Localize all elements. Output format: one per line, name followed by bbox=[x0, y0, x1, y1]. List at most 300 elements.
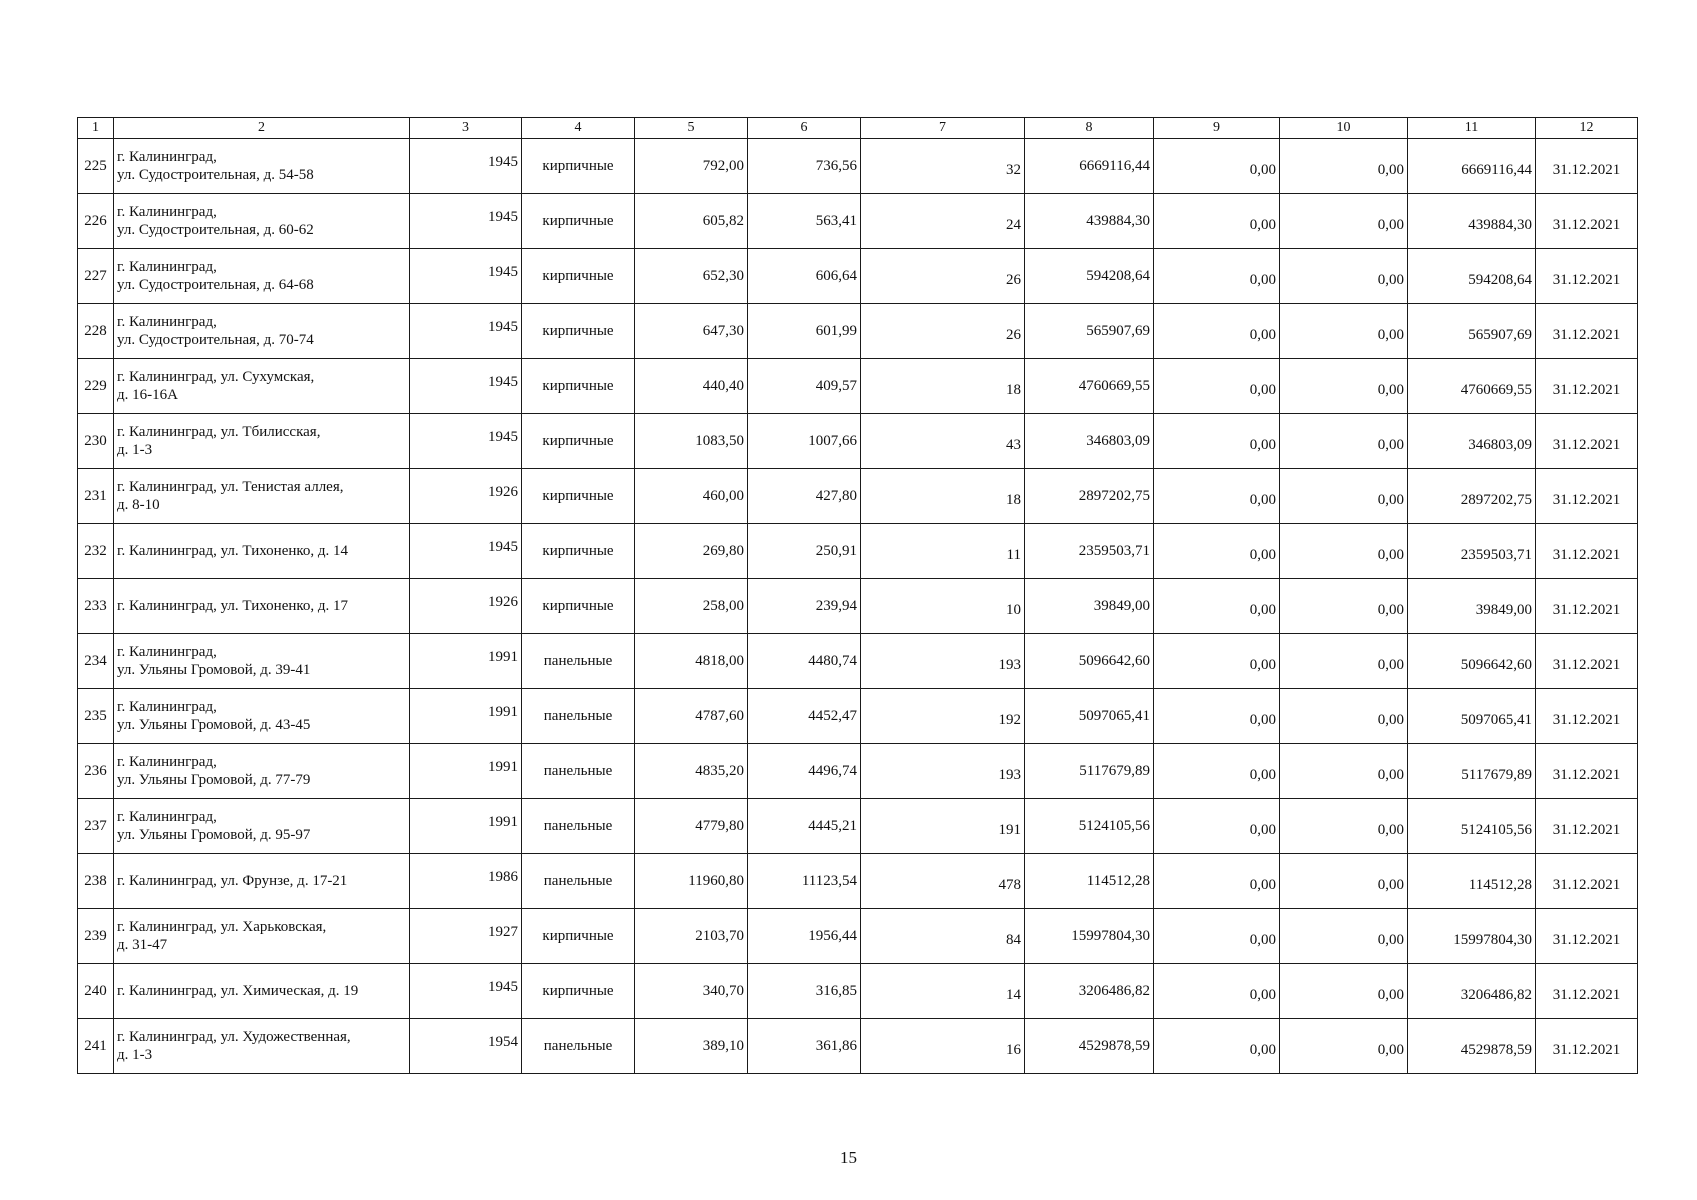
cost-source-c-cell bbox=[1408, 414, 1536, 469]
address-line: ул. Судостроительная, д. 60-62 bbox=[117, 222, 314, 238]
row-number-value: 232 bbox=[84, 543, 107, 559]
total-area-cell bbox=[635, 469, 748, 524]
address-line: ул. Ульяны Громовой, д. 77-79 bbox=[117, 772, 311, 788]
year-built-value: 1945 bbox=[488, 429, 518, 445]
year-built-value: 1926 bbox=[488, 484, 518, 500]
residents-count-cell bbox=[861, 854, 1025, 909]
residents-count-value: 84 bbox=[1006, 932, 1021, 948]
address-cell bbox=[114, 194, 410, 249]
year-built-cell bbox=[410, 524, 522, 579]
cost-source-a-value: 0,00 bbox=[1249, 382, 1276, 398]
completion-date-value: 31.12.2021 bbox=[1552, 932, 1621, 948]
wall-material-cell bbox=[522, 469, 635, 524]
living-area-cell bbox=[748, 304, 861, 359]
completion-date-cell bbox=[1536, 414, 1638, 469]
column-header: 1 bbox=[78, 118, 114, 139]
row-number-value: 229 bbox=[84, 378, 107, 394]
residents-count-cell bbox=[861, 579, 1025, 634]
cost-total-value: 594208,64 bbox=[1086, 268, 1150, 284]
cost-total-cell bbox=[1025, 139, 1154, 194]
living-area-value: 563,41 bbox=[815, 213, 857, 229]
cost-source-b-cell bbox=[1280, 1019, 1408, 1074]
cost-total-value: 5124105,56 bbox=[1078, 818, 1150, 834]
cost-source-b-cell bbox=[1280, 469, 1408, 524]
cost-source-a-cell bbox=[1154, 249, 1280, 304]
living-area-cell bbox=[748, 689, 861, 744]
cost-source-c-cell bbox=[1408, 579, 1536, 634]
wall-material-cell bbox=[522, 634, 635, 689]
row-number-cell bbox=[78, 194, 114, 249]
total-area-value: 4787,60 bbox=[695, 708, 744, 724]
cost-total-value: 5096642,60 bbox=[1078, 653, 1150, 669]
row-number-cell bbox=[78, 744, 114, 799]
cost-source-c-cell bbox=[1408, 854, 1536, 909]
year-built-cell bbox=[410, 139, 522, 194]
wall-material-cell bbox=[522, 249, 635, 304]
cost-source-c-value: 3206486,82 bbox=[1460, 987, 1532, 1003]
address-line: д. 1-3 bbox=[117, 1047, 153, 1063]
address-line: г. Калининград, ул. Тихоненко, д. 14 bbox=[117, 543, 349, 559]
residents-count-value: 18 bbox=[1006, 382, 1021, 398]
row-number-value: 227 bbox=[84, 268, 107, 284]
column-header: 8 bbox=[1025, 118, 1154, 139]
table-row bbox=[78, 799, 1638, 854]
living-area-value: 361,86 bbox=[815, 1038, 857, 1054]
year-built-cell bbox=[410, 909, 522, 964]
cost-source-b-cell bbox=[1280, 359, 1408, 414]
wall-material-value: панельные bbox=[543, 653, 613, 669]
row-number-cell bbox=[78, 139, 114, 194]
completion-date-cell bbox=[1536, 249, 1638, 304]
wall-material-cell bbox=[522, 414, 635, 469]
cost-total-cell bbox=[1025, 689, 1154, 744]
cost-source-a-value: 0,00 bbox=[1249, 217, 1276, 233]
wall-material-cell bbox=[522, 139, 635, 194]
table-row bbox=[78, 1019, 1638, 1074]
row-number-cell bbox=[78, 359, 114, 414]
living-area-cell bbox=[748, 249, 861, 304]
living-area-value: 4496,74 bbox=[808, 763, 857, 779]
wall-material-cell bbox=[522, 194, 635, 249]
cost-source-c-cell bbox=[1408, 909, 1536, 964]
address-cell bbox=[114, 414, 410, 469]
cost-source-a-value: 0,00 bbox=[1249, 657, 1276, 673]
address-cell bbox=[114, 579, 410, 634]
completion-date-value: 31.12.2021 bbox=[1552, 437, 1621, 453]
completion-date-cell bbox=[1536, 744, 1638, 799]
wall-material-value: кирпичные bbox=[542, 598, 614, 614]
cost-source-c-value: 5124105,56 bbox=[1460, 822, 1532, 838]
wall-material-value: панельные bbox=[543, 818, 613, 834]
cost-source-b-cell bbox=[1280, 304, 1408, 359]
completion-date-cell bbox=[1536, 139, 1638, 194]
address-line: ул. Ульяны Громовой, д. 43-45 bbox=[117, 717, 311, 733]
living-area-cell bbox=[748, 744, 861, 799]
wall-material-cell bbox=[522, 1019, 635, 1074]
total-area-value: 605,82 bbox=[702, 213, 744, 229]
total-area-value: 269,80 bbox=[702, 543, 744, 559]
address-cell bbox=[114, 1019, 410, 1074]
cost-source-a-value: 0,00 bbox=[1249, 987, 1276, 1003]
table-row bbox=[78, 524, 1638, 579]
row-number-cell bbox=[78, 799, 114, 854]
table-row bbox=[78, 139, 1638, 194]
cost-source-a-cell bbox=[1154, 524, 1280, 579]
total-area-cell bbox=[635, 194, 748, 249]
row-number-cell bbox=[78, 579, 114, 634]
living-area-value: 4452,47 bbox=[808, 708, 857, 724]
cost-source-a-cell bbox=[1154, 304, 1280, 359]
year-built-value: 1945 bbox=[488, 264, 518, 280]
year-built-cell bbox=[410, 249, 522, 304]
column-header: 5 bbox=[635, 118, 748, 139]
living-area-cell bbox=[748, 414, 861, 469]
wall-material-cell bbox=[522, 854, 635, 909]
table-row bbox=[78, 249, 1638, 304]
year-built-value: 1991 bbox=[488, 759, 518, 775]
year-built-cell bbox=[410, 359, 522, 414]
cost-source-c-value: 114512,28 bbox=[1468, 877, 1532, 893]
cost-source-b-value: 0,00 bbox=[1377, 492, 1404, 508]
cost-source-a-value: 0,00 bbox=[1249, 932, 1276, 948]
cost-total-cell bbox=[1025, 964, 1154, 1019]
year-built-value: 1945 bbox=[488, 209, 518, 225]
cost-total-value: 5117679,89 bbox=[1079, 763, 1150, 779]
year-built-cell bbox=[410, 579, 522, 634]
total-area-value: 4779,80 bbox=[695, 818, 744, 834]
living-area-cell bbox=[748, 579, 861, 634]
completion-date-value: 31.12.2021 bbox=[1552, 602, 1621, 618]
wall-material-cell bbox=[522, 524, 635, 579]
living-area-cell bbox=[748, 799, 861, 854]
cost-source-b-cell bbox=[1280, 579, 1408, 634]
total-area-cell bbox=[635, 909, 748, 964]
row-number-value: 237 bbox=[84, 818, 107, 834]
cost-source-c-value: 2359503,71 bbox=[1460, 547, 1532, 563]
address-cell bbox=[114, 524, 410, 579]
total-area-cell bbox=[635, 634, 748, 689]
cost-source-a-value: 0,00 bbox=[1249, 1042, 1276, 1058]
cost-total-cell bbox=[1025, 744, 1154, 799]
total-area-value: 460,00 bbox=[702, 488, 744, 504]
address-line: г. Калининград, ул. Харьковская, bbox=[117, 919, 327, 935]
cost-source-c-cell bbox=[1408, 634, 1536, 689]
row-number-value: 235 bbox=[84, 708, 107, 724]
living-area-value: 1956,44 bbox=[808, 928, 857, 944]
living-area-cell bbox=[748, 634, 861, 689]
cost-source-a-cell bbox=[1154, 689, 1280, 744]
completion-date-cell bbox=[1536, 359, 1638, 414]
total-area-value: 1083,50 bbox=[695, 433, 744, 449]
address-cell bbox=[114, 469, 410, 524]
wall-material-cell bbox=[522, 579, 635, 634]
completion-date-value: 31.12.2021 bbox=[1552, 987, 1621, 1003]
wall-material-value: кирпичные bbox=[542, 983, 614, 999]
cost-total-cell bbox=[1025, 1019, 1154, 1074]
column-header: 4 bbox=[522, 118, 635, 139]
address-cell bbox=[114, 634, 410, 689]
residents-count-value: 192 bbox=[998, 712, 1021, 728]
completion-date-value: 31.12.2021 bbox=[1552, 162, 1621, 178]
residents-count-value: 43 bbox=[1006, 437, 1021, 453]
total-area-value: 258,00 bbox=[702, 598, 744, 614]
total-area-value: 389,10 bbox=[702, 1038, 744, 1054]
residents-count-value: 26 bbox=[1006, 272, 1021, 288]
cost-total-value: 3206486,82 bbox=[1078, 983, 1150, 999]
year-built-cell bbox=[410, 854, 522, 909]
completion-date-cell bbox=[1536, 909, 1638, 964]
cost-source-c-cell bbox=[1408, 744, 1536, 799]
cost-total-cell bbox=[1025, 469, 1154, 524]
cost-source-a-value: 0,00 bbox=[1249, 602, 1276, 618]
completion-date-cell bbox=[1536, 854, 1638, 909]
total-area-cell bbox=[635, 579, 748, 634]
year-built-value: 1991 bbox=[488, 649, 518, 665]
row-number-value: 230 bbox=[84, 433, 107, 449]
total-area-cell bbox=[635, 689, 748, 744]
completion-date-value: 31.12.2021 bbox=[1552, 1042, 1621, 1058]
year-built-cell bbox=[410, 634, 522, 689]
column-header: 9 bbox=[1154, 118, 1280, 139]
cost-source-b-cell bbox=[1280, 139, 1408, 194]
cost-total-value: 39849,00 bbox=[1093, 598, 1150, 614]
year-built-cell bbox=[410, 744, 522, 799]
wall-material-value: кирпичные bbox=[542, 433, 614, 449]
cost-total-value: 565907,69 bbox=[1086, 323, 1150, 339]
row-number-value: 226 bbox=[84, 213, 107, 229]
address-cell bbox=[114, 689, 410, 744]
address-line: г. Калининград, bbox=[117, 699, 217, 715]
address-cell bbox=[114, 854, 410, 909]
total-area-value: 2103,70 bbox=[695, 928, 744, 944]
address-line: г. Калининград, ул. Тихоненко, д. 17 bbox=[117, 598, 349, 614]
row-number-value: 239 bbox=[84, 928, 107, 944]
residents-count-value: 10 bbox=[1006, 602, 1021, 618]
address-line: г. Калининград, bbox=[117, 754, 217, 770]
address-cell bbox=[114, 744, 410, 799]
address-line: ул. Судостроительная, д. 54-58 bbox=[117, 167, 314, 183]
wall-material-value: кирпичные bbox=[542, 378, 614, 394]
year-built-value: 1986 bbox=[488, 869, 518, 885]
residents-count-value: 11 bbox=[1006, 547, 1021, 563]
column-header: 3 bbox=[410, 118, 522, 139]
page-number: 15 bbox=[840, 1148, 857, 1167]
cost-source-b-cell bbox=[1280, 799, 1408, 854]
cost-source-b-cell bbox=[1280, 634, 1408, 689]
cost-source-b-value: 0,00 bbox=[1377, 712, 1404, 728]
year-built-value: 1954 bbox=[488, 1034, 518, 1050]
address-cell bbox=[114, 964, 410, 1019]
residents-count-cell bbox=[861, 304, 1025, 359]
cost-total-cell bbox=[1025, 854, 1154, 909]
residents-count-value: 16 bbox=[1006, 1042, 1021, 1058]
address-line: г. Калининград, bbox=[117, 149, 217, 165]
completion-date-cell bbox=[1536, 194, 1638, 249]
address-line: г. Калининград, bbox=[117, 259, 217, 275]
living-area-cell bbox=[748, 469, 861, 524]
row-number-cell bbox=[78, 634, 114, 689]
living-area-cell bbox=[748, 854, 861, 909]
total-area-cell bbox=[635, 304, 748, 359]
address-line: г. Калининград, ул. Тенистая аллея, bbox=[117, 479, 344, 495]
document-sheet bbox=[77, 117, 1638, 1074]
address-line: ул. Судостроительная, д. 70-74 bbox=[117, 332, 314, 348]
cost-source-b-value: 0,00 bbox=[1377, 767, 1404, 783]
completion-date-cell bbox=[1536, 579, 1638, 634]
wall-material-value: кирпичные bbox=[542, 323, 614, 339]
cost-source-b-value: 0,00 bbox=[1377, 602, 1404, 618]
row-number-value: 228 bbox=[84, 323, 107, 339]
row-number-cell bbox=[78, 689, 114, 744]
cost-source-a-cell bbox=[1154, 854, 1280, 909]
total-area-value: 4818,00 bbox=[695, 653, 744, 669]
cost-source-c-cell bbox=[1408, 139, 1536, 194]
residents-count-value: 193 bbox=[998, 767, 1021, 783]
completion-date-value: 31.12.2021 bbox=[1552, 272, 1621, 288]
year-built-value: 1945 bbox=[488, 374, 518, 390]
living-area-value: 736,56 bbox=[815, 158, 857, 174]
cost-source-c-cell bbox=[1408, 359, 1536, 414]
wall-material-cell bbox=[522, 689, 635, 744]
cost-source-a-value: 0,00 bbox=[1249, 877, 1276, 893]
row-number-cell bbox=[78, 304, 114, 359]
cost-total-cell bbox=[1025, 359, 1154, 414]
cost-source-c-value: 439884,30 bbox=[1468, 217, 1532, 233]
completion-date-cell bbox=[1536, 689, 1638, 744]
cost-source-b-cell bbox=[1280, 854, 1408, 909]
cost-source-a-value: 0,00 bbox=[1249, 492, 1276, 508]
row-number-cell bbox=[78, 249, 114, 304]
column-header: 10 bbox=[1280, 118, 1408, 139]
cost-source-c-value: 15997804,30 bbox=[1453, 932, 1532, 948]
cost-source-c-value: 6669116,44 bbox=[1461, 162, 1532, 178]
cost-source-c-cell bbox=[1408, 689, 1536, 744]
table-row bbox=[78, 964, 1638, 1019]
living-area-value: 1007,66 bbox=[808, 433, 857, 449]
completion-date-cell bbox=[1536, 1019, 1638, 1074]
row-number-value: 240 bbox=[84, 983, 107, 999]
table-row bbox=[78, 359, 1638, 414]
table-row bbox=[78, 689, 1638, 744]
cost-source-c-cell bbox=[1408, 1019, 1536, 1074]
living-area-cell bbox=[748, 1019, 861, 1074]
living-area-cell bbox=[748, 359, 861, 414]
wall-material-value: кирпичные bbox=[542, 268, 614, 284]
total-area-value: 4835,20 bbox=[695, 763, 744, 779]
cost-source-c-cell bbox=[1408, 469, 1536, 524]
column-header: 11 bbox=[1408, 118, 1536, 139]
year-built-cell bbox=[410, 689, 522, 744]
cost-source-a-cell bbox=[1154, 359, 1280, 414]
residents-count-value: 24 bbox=[1006, 217, 1021, 233]
living-area-value: 4480,74 bbox=[808, 653, 857, 669]
cost-source-b-value: 0,00 bbox=[1377, 162, 1404, 178]
year-built-cell bbox=[410, 469, 522, 524]
year-built-cell bbox=[410, 304, 522, 359]
cost-total-value: 346803,09 bbox=[1086, 433, 1150, 449]
cost-source-a-cell bbox=[1154, 194, 1280, 249]
cost-source-b-value: 0,00 bbox=[1377, 437, 1404, 453]
row-number-cell bbox=[78, 854, 114, 909]
living-area-value: 427,80 bbox=[815, 488, 857, 504]
cost-source-a-value: 0,00 bbox=[1249, 547, 1276, 563]
living-area-value: 409,57 bbox=[815, 378, 857, 394]
wall-material-cell bbox=[522, 304, 635, 359]
cost-total-cell bbox=[1025, 799, 1154, 854]
completion-date-cell bbox=[1536, 304, 1638, 359]
completion-date-value: 31.12.2021 bbox=[1552, 547, 1621, 563]
cost-total-value: 6669116,44 bbox=[1079, 158, 1150, 174]
living-area-cell bbox=[748, 194, 861, 249]
row-number-cell bbox=[78, 1019, 114, 1074]
living-area-value: 601,99 bbox=[815, 323, 857, 339]
row-number-cell bbox=[78, 909, 114, 964]
total-area-cell bbox=[635, 139, 748, 194]
cost-source-b-cell bbox=[1280, 689, 1408, 744]
address-line: г. Калининград, bbox=[117, 204, 217, 220]
cost-source-b-value: 0,00 bbox=[1377, 272, 1404, 288]
completion-date-cell bbox=[1536, 799, 1638, 854]
cost-source-b-value: 0,00 bbox=[1377, 987, 1404, 1003]
row-number-cell bbox=[78, 524, 114, 579]
table-row bbox=[78, 414, 1638, 469]
cost-source-c-value: 565907,69 bbox=[1468, 327, 1532, 343]
cost-source-a-value: 0,00 bbox=[1249, 767, 1276, 783]
cost-source-b-cell bbox=[1280, 744, 1408, 799]
total-area-cell bbox=[635, 964, 748, 1019]
living-area-cell bbox=[748, 964, 861, 1019]
row-number-cell bbox=[78, 414, 114, 469]
completion-date-value: 31.12.2021 bbox=[1552, 822, 1621, 838]
year-built-value: 1945 bbox=[488, 319, 518, 335]
cost-source-b-value: 0,00 bbox=[1377, 327, 1404, 343]
cost-total-value: 4529878,59 bbox=[1078, 1038, 1150, 1054]
cost-total-cell bbox=[1025, 304, 1154, 359]
table-row bbox=[78, 469, 1638, 524]
cost-total-value: 4760669,55 bbox=[1078, 378, 1150, 394]
total-area-value: 792,00 bbox=[702, 158, 744, 174]
completion-date-cell bbox=[1536, 524, 1638, 579]
residents-count-cell bbox=[861, 359, 1025, 414]
completion-date-value: 31.12.2021 bbox=[1552, 327, 1621, 343]
row-number-value: 233 bbox=[84, 598, 107, 614]
residents-count-cell bbox=[861, 909, 1025, 964]
completion-date-value: 31.12.2021 bbox=[1552, 217, 1621, 233]
wall-material-cell bbox=[522, 964, 635, 1019]
cost-source-b-value: 0,00 bbox=[1377, 657, 1404, 673]
row-number-cell bbox=[78, 964, 114, 1019]
address-cell bbox=[114, 799, 410, 854]
address-cell bbox=[114, 909, 410, 964]
row-number-value: 225 bbox=[84, 158, 107, 174]
total-area-value: 11960,80 bbox=[688, 873, 744, 889]
completion-date-cell bbox=[1536, 634, 1638, 689]
living-area-value: 11123,54 bbox=[801, 873, 857, 889]
residents-count-cell bbox=[861, 1019, 1025, 1074]
completion-date-value: 31.12.2021 bbox=[1552, 712, 1621, 728]
wall-material-value: кирпичные bbox=[542, 543, 614, 559]
address-cell bbox=[114, 139, 410, 194]
cost-source-c-value: 39849,00 bbox=[1475, 602, 1532, 618]
cost-total-value: 2359503,71 bbox=[1078, 543, 1150, 559]
table-row bbox=[78, 744, 1638, 799]
cost-total-value: 439884,30 bbox=[1086, 213, 1150, 229]
living-area-value: 316,85 bbox=[815, 983, 857, 999]
residents-count-value: 32 bbox=[1006, 162, 1021, 178]
column-header: 12 bbox=[1536, 118, 1638, 139]
living-area-cell bbox=[748, 524, 861, 579]
address-cell bbox=[114, 304, 410, 359]
